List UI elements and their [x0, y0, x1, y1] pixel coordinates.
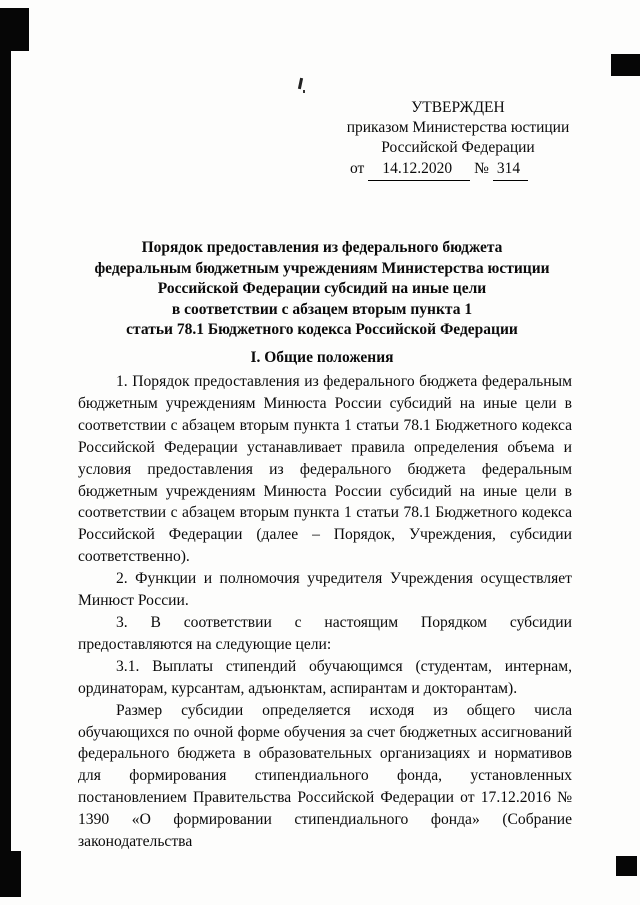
- document-title-line: статьи 78.1 Бюджетного кодекса Российской Федерации: [126, 321, 518, 338]
- document-title-line: Российской Федерации субсидий на иные цели: [157, 280, 487, 297]
- paragraph: 3. В соответствии с настоящим Порядком субсидии предоставляются на следующие цели:: [78, 613, 572, 653]
- paragraph: 2. Функции и полномочия учредителя Учреждения осуществляет Минюст России.: [78, 570, 572, 610]
- paragraph: 3.1. Выплаты стипендий обучающимся (студентам, интернам, ординаторам, курсантам, адъюнктам, аспирантам и докторантам).: [78, 657, 572, 697]
- document-body: [78, 371, 572, 853]
- approval-number-value: 314: [493, 159, 528, 181]
- paragraph: Размер субсидии определяется исходя из общего числа обучающихся по очной форме обучения за счет бюджетных ассигнований федерального бюджета в образовательных организациях и нормативов для формирования стипендиального фонда, установленных постановлением Правительства Российской Федерации от 17.12.2016 № 1390 «О формировании стипендиального фонда» (Собрание законодательства: [78, 701, 572, 851]
- approval-approved-label: УТВЕРЖДЕН: [411, 99, 505, 116]
- document-title-line: федеральным бюджетным учреждениям Министерства юстиции: [94, 259, 550, 277]
- approval-date-number-line: [338, 159, 578, 181]
- scan-artifact-bottom-right: [616, 856, 637, 876]
- document-title-line: Порядок предоставления из федерального бюджета: [141, 239, 503, 256]
- approval-block: [338, 98, 578, 181]
- scan-artifact-smudge: [303, 90, 305, 93]
- paragraph: 1. Порядок предоставления из федерального бюджета федеральным бюджетным учреждениям Минюста России субсидий на иные цели в соответствии с абзацем вторым пункта 1 статьи 78.1 Бюджетного кодекса Российской Федерации устанавливает правила определения объема и условия предоставления из федерального бюджета федеральным бюджетным учреждениям Минюста России субсидий на иные цели в соответствии с абзацем вторым пункта 1 статьи 78.1 Бюджетного кодекса Российской Федерации (далее – Порядок, Учреждения, субсидии соответственно).: [78, 373, 572, 566]
- scan-artifact-left-bar: [0, 8, 11, 897]
- scan-artifact-top-left: [0, 8, 29, 51]
- scan-artifact-top-right: [611, 54, 640, 76]
- approval-number-sign: №: [474, 160, 489, 177]
- scan-artifact-bottom-left: [0, 851, 21, 897]
- approval-by-line1: приказом Министерства юстиции: [346, 119, 570, 136]
- scan-artifact-smudge: [298, 78, 303, 89]
- section-heading: I. Общие положения: [250, 349, 394, 366]
- approval-from-label: от: [350, 160, 365, 177]
- approval-by-line2: Российской Федерации: [381, 139, 535, 156]
- approval-date-value: 14.12.2020: [368, 159, 470, 181]
- document-title: [68, 238, 576, 341]
- document-title-line: в соответствии с абзацем вторым пункта 1: [171, 300, 473, 318]
